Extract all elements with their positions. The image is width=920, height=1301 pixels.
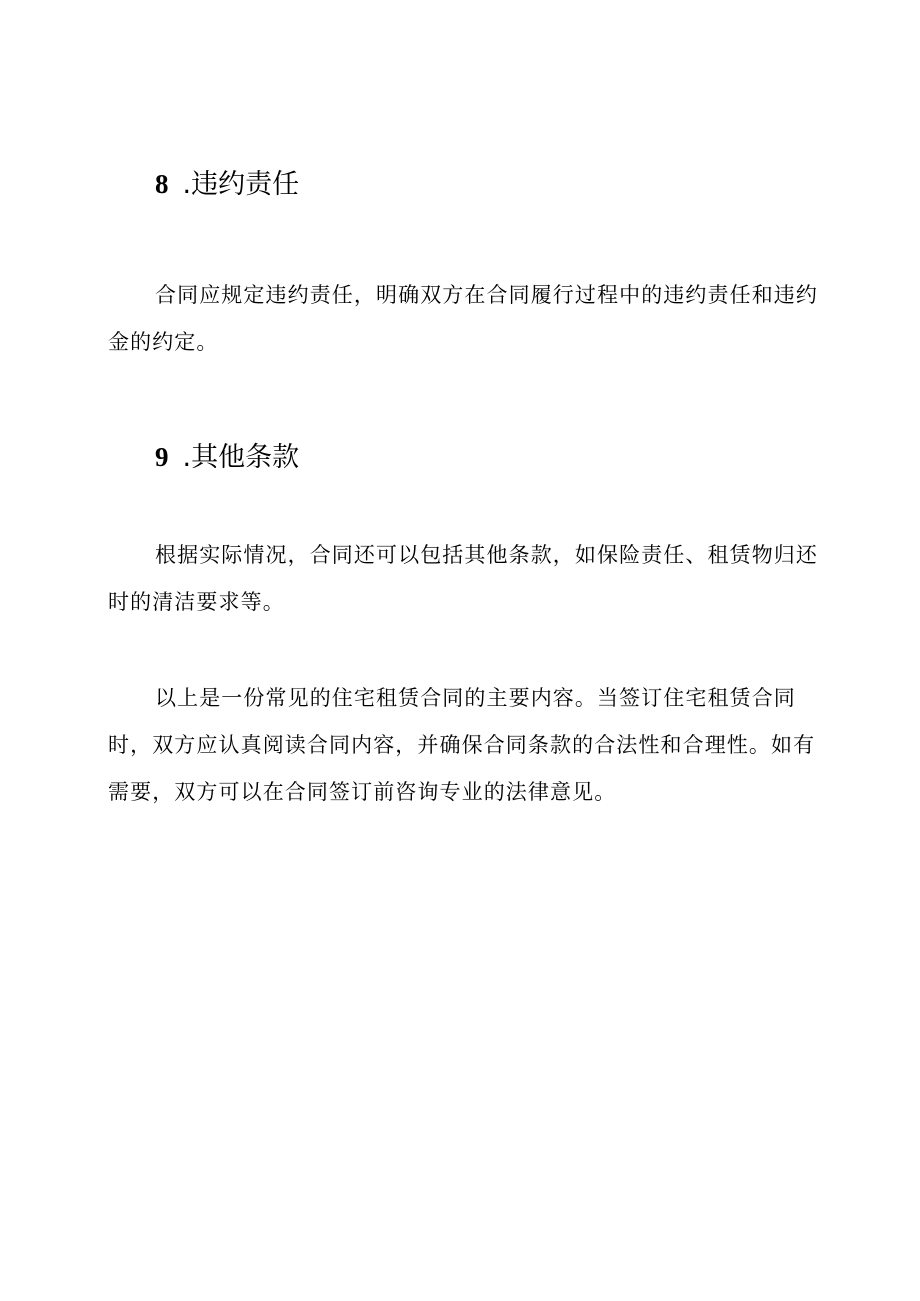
section-title: .其他条款 [182,442,300,473]
section-title: .违约责任 [182,169,300,200]
section-number: 8 [155,169,169,199]
section-paragraph-9: 根据实际情况，合同还可以包括其他条款，如保险责任、租赁物归还时的清洁要求等。 [108,543,818,614]
conclusion-paragraph: 以上是一份常见的住宅租赁合同的主要内容。当签订住宅租赁合同时，双方应认真阅读合同内容，并确保合同条款的合法性和合理性。如有需要，双方可以在合同签订前咨询专业的法律意见。 [108,686,816,804]
section-heading-8 [155,166,299,203]
section-paragraph-8: 合同应规定违约责任，明确双方在合同履行过程中的违约责任和违约金的约定。 [108,283,818,354]
section-number: 9 [155,442,169,472]
section-heading-9 [155,439,299,476]
